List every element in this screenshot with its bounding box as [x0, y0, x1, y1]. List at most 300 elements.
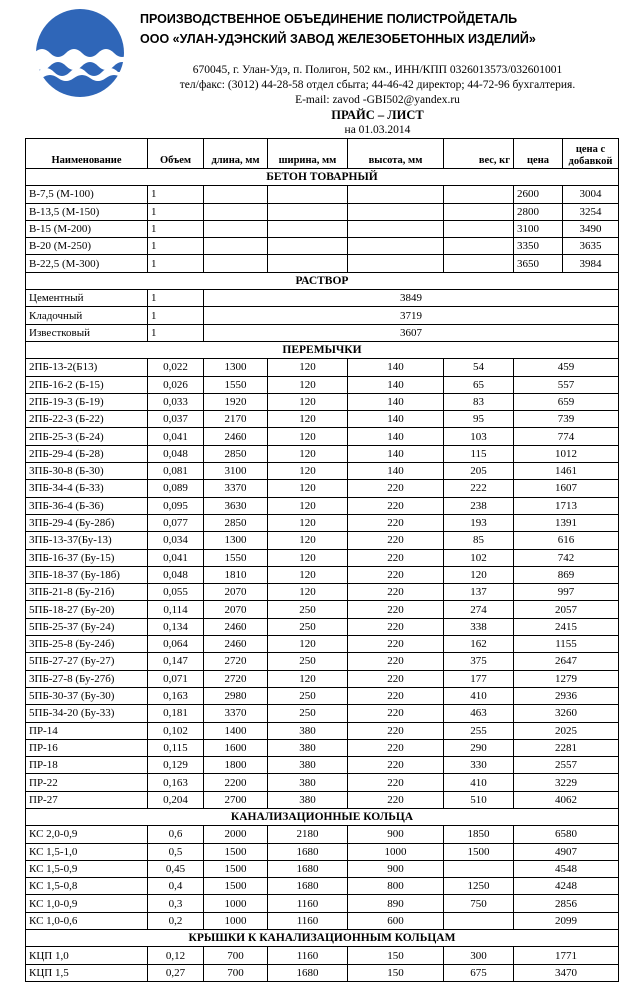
table-row	[26, 687, 619, 704]
length-cell: 2700	[204, 791, 268, 808]
height-cell: 220	[348, 670, 444, 687]
table-row	[26, 791, 619, 808]
volume-cell: 0,077	[148, 514, 204, 531]
length-cell	[204, 255, 268, 272]
product-name: 3ПБ-34-4 (Б-33)	[26, 480, 148, 497]
weight-cell: 102	[444, 549, 514, 566]
table-row	[26, 912, 619, 929]
weight-cell: 177	[444, 670, 514, 687]
length-cell: 2200	[204, 774, 268, 791]
weight-cell: 162	[444, 636, 514, 653]
width-cell: 120	[268, 532, 348, 549]
product-name: В-20 (М-250)	[26, 238, 148, 255]
product-name: 5ПБ-18-27 (Бу-20)	[26, 601, 148, 618]
product-name: 2ПБ-16-2 (Б-15)	[26, 376, 148, 393]
product-name: КС 1,5-1,0	[26, 843, 148, 860]
section-title: КАНАЛИЗАЦИОННЫЕ КОЛЬЦА	[26, 808, 619, 825]
table-row	[26, 514, 619, 531]
price-cell: 3849	[204, 290, 619, 307]
volume-cell: 0,089	[148, 480, 204, 497]
table-row	[26, 532, 619, 549]
section-title: БЕТОН ТОВАРНЫЙ	[26, 169, 619, 186]
table-row	[26, 463, 619, 480]
volume-cell: 0,022	[148, 359, 204, 376]
table-row	[26, 739, 619, 756]
section-row-kolca	[26, 808, 619, 825]
height-cell: 220	[348, 791, 444, 808]
document-title: ПРАЙС – ЛИСТ	[331, 108, 424, 122]
table-header-row	[26, 139, 619, 169]
height-cell: 150	[348, 947, 444, 964]
price-table-body	[26, 169, 619, 982]
length-cell	[204, 238, 268, 255]
length-cell: 2070	[204, 601, 268, 618]
product-name: 3ПБ-27-8 (Бу-27б)	[26, 670, 148, 687]
table-row	[26, 774, 619, 791]
weight-cell: 205	[444, 463, 514, 480]
price-cell: 997	[514, 584, 619, 601]
height-cell: 220	[348, 636, 444, 653]
length-cell: 3370	[204, 705, 268, 722]
table-row	[26, 566, 619, 583]
price-cell: 1391	[514, 514, 619, 531]
table-row	[26, 307, 619, 324]
volume-cell: 0,181	[148, 705, 204, 722]
weight-cell: 1500	[444, 843, 514, 860]
price-cell: 2800	[514, 203, 563, 220]
company-phones: тел/факс: (3012) 44-28-58 отдел сбыта; 44-46-42 директор; 44-72-96 бухгалтерия.	[179, 79, 576, 91]
product-name: Цементный	[26, 290, 148, 307]
width-cell: 380	[268, 722, 348, 739]
width-cell: 250	[268, 601, 348, 618]
table-row	[26, 445, 619, 462]
price-cell: 3229	[514, 774, 619, 791]
section-row-rastvor	[26, 272, 619, 289]
length-cell: 2980	[204, 687, 268, 704]
height-cell: 220	[348, 514, 444, 531]
height-cell	[348, 255, 444, 272]
price-cell: 1012	[514, 445, 619, 462]
table-row	[26, 428, 619, 445]
product-name: ПР-27	[26, 791, 148, 808]
volume-cell: 0,4	[148, 878, 204, 895]
length-cell: 2000	[204, 826, 268, 843]
product-name: В-22,5 (М-300)	[26, 255, 148, 272]
length-cell: 2850	[204, 514, 268, 531]
table-row	[26, 480, 619, 497]
width-cell: 2180	[268, 826, 348, 843]
height-cell: 140	[348, 411, 444, 428]
table-row	[26, 653, 619, 670]
price-cell: 2281	[514, 739, 619, 756]
height-cell: 220	[348, 774, 444, 791]
width-cell: 250	[268, 618, 348, 635]
volume-cell: 1	[148, 186, 204, 203]
section-title: ПЕРЕМЫЧКИ	[26, 341, 619, 358]
price-cell: 616	[514, 532, 619, 549]
width-cell: 250	[268, 687, 348, 704]
volume-cell: 0,033	[148, 393, 204, 410]
product-name: КС 1,5-0,8	[26, 878, 148, 895]
table-row	[26, 618, 619, 635]
height-cell	[348, 220, 444, 237]
section-row-kryshki	[26, 930, 619, 947]
volume-cell: 0,034	[148, 532, 204, 549]
width-cell: 120	[268, 359, 348, 376]
length-cell: 2070	[204, 584, 268, 601]
product-name: ПР-22	[26, 774, 148, 791]
height-cell: 140	[348, 463, 444, 480]
length-cell	[204, 203, 268, 220]
weight-cell: 1850	[444, 826, 514, 843]
length-cell: 1400	[204, 722, 268, 739]
length-cell: 1600	[204, 739, 268, 756]
length-cell: 1550	[204, 376, 268, 393]
price-cell: 2057	[514, 601, 619, 618]
width-cell: 120	[268, 514, 348, 531]
height-cell: 220	[348, 653, 444, 670]
volume-cell: 0,026	[148, 376, 204, 393]
height-cell: 900	[348, 860, 444, 877]
volume-cell: 0,048	[148, 566, 204, 583]
length-cell: 1920	[204, 393, 268, 410]
volume-cell: 0,45	[148, 860, 204, 877]
company-group-title: ПРОИЗВОДСТВЕННОЕ ОБЪЕДИНЕНИЕ ПОЛИСТРОЙДЕТАЛЬ	[140, 12, 518, 26]
table-row	[26, 636, 619, 653]
price-cell: 2557	[514, 757, 619, 774]
length-cell: 1500	[204, 843, 268, 860]
volume-cell: 0,055	[148, 584, 204, 601]
product-name: 2ПБ-19-3 (Б-19)	[26, 393, 148, 410]
weight-cell: 1250	[444, 878, 514, 895]
volume-cell: 0,095	[148, 497, 204, 514]
product-name: 3ПБ-16-37 (Бу-15)	[26, 549, 148, 566]
width-cell: 1680	[268, 878, 348, 895]
table-row	[26, 186, 619, 203]
price-cell: 3607	[204, 324, 619, 341]
height-cell: 1000	[348, 843, 444, 860]
price-cell: 742	[514, 549, 619, 566]
price-cell: 1713	[514, 497, 619, 514]
weight-cell: 85	[444, 532, 514, 549]
company-email: E-mail: zavod -GBI502@yandex.ru	[295, 94, 460, 106]
width-cell: 120	[268, 445, 348, 462]
width-cell: 1160	[268, 947, 348, 964]
width-cell: 120	[268, 463, 348, 480]
weight-cell: 65	[444, 376, 514, 393]
table-row	[26, 255, 619, 272]
length-cell: 1500	[204, 860, 268, 877]
height-cell: 220	[348, 549, 444, 566]
volume-cell: 1	[148, 290, 204, 307]
product-name: 3ПБ-18-37 (Бу-18б)	[26, 566, 148, 583]
width-cell: 250	[268, 705, 348, 722]
product-name: ПР-14	[26, 722, 148, 739]
length-cell: 1500	[204, 878, 268, 895]
width-cell	[268, 255, 348, 272]
price-cell: 1461	[514, 463, 619, 480]
height-cell: 220	[348, 739, 444, 756]
length-cell: 3100	[204, 463, 268, 480]
volume-cell: 0,071	[148, 670, 204, 687]
width-cell: 120	[268, 670, 348, 687]
price-surcharge-cell: 3254	[563, 203, 619, 220]
width-cell	[268, 203, 348, 220]
product-name: 3ПБ-25-8 (Бу-24б)	[26, 636, 148, 653]
weight-cell: 410	[444, 774, 514, 791]
length-cell: 1550	[204, 549, 268, 566]
volume-cell: 0,134	[148, 618, 204, 635]
length-cell: 1000	[204, 895, 268, 912]
price-cell: 2415	[514, 618, 619, 635]
length-cell: 2460	[204, 618, 268, 635]
weight-cell	[444, 238, 514, 255]
weight-cell	[444, 186, 514, 203]
length-cell: 2170	[204, 411, 268, 428]
product-name: 3ПБ-13-37(Бу-13)	[26, 532, 148, 549]
price-cell: 2856	[514, 895, 619, 912]
weight-cell: 290	[444, 739, 514, 756]
product-name: В-7,5 (М-100)	[26, 186, 148, 203]
weight-cell	[444, 220, 514, 237]
height-cell: 220	[348, 757, 444, 774]
price-cell: 4548	[514, 860, 619, 877]
price-cell: 4907	[514, 843, 619, 860]
length-cell: 3370	[204, 480, 268, 497]
table-row	[26, 860, 619, 877]
width-cell: 120	[268, 549, 348, 566]
width-cell: 380	[268, 757, 348, 774]
product-name: Известковый	[26, 324, 148, 341]
length-cell: 1000	[204, 912, 268, 929]
height-cell: 150	[348, 964, 444, 981]
volume-cell: 1	[148, 220, 204, 237]
length-cell	[204, 186, 268, 203]
price-cell: 2025	[514, 722, 619, 739]
product-name: КЦП 1,0	[26, 947, 148, 964]
price-cell: 3470	[514, 964, 619, 981]
price-cell: 3719	[204, 307, 619, 324]
height-cell: 800	[348, 878, 444, 895]
weight-cell: 103	[444, 428, 514, 445]
table-row	[26, 497, 619, 514]
col-price-surcharge: цена с добавкой	[563, 139, 619, 169]
volume-cell: 0,12	[148, 947, 204, 964]
price-table	[25, 138, 619, 982]
weight-cell: 375	[444, 653, 514, 670]
weight-cell: 255	[444, 722, 514, 739]
width-cell: 1680	[268, 964, 348, 981]
company-name: ООО «УЛАН-УДЭНСКИЙ ЗАВОД ЖЕЛЕЗОБЕТОННЫХ ИЗДЕЛИЙ»	[140, 32, 536, 46]
price-cell: 4062	[514, 791, 619, 808]
document-date: на 01.03.2014	[344, 124, 411, 136]
product-name: 2ПБ-22-3 (Б-22)	[26, 411, 148, 428]
product-name: 3ПБ-30-8 (Б-30)	[26, 463, 148, 480]
volume-cell: 0,037	[148, 411, 204, 428]
length-cell	[204, 220, 268, 237]
height-cell: 220	[348, 566, 444, 583]
volume-cell: 0,163	[148, 687, 204, 704]
width-cell: 1680	[268, 843, 348, 860]
weight-cell: 238	[444, 497, 514, 514]
table-row	[26, 843, 619, 860]
price-cell: 3650	[514, 255, 563, 272]
company-address: 670045, г. Улан-Удэ, п. Полигон, 502 км., ИНН/КПП 0326013573/032601001	[192, 64, 563, 76]
weight-cell: 54	[444, 359, 514, 376]
price-surcharge-cell: 3004	[563, 186, 619, 203]
height-cell: 220	[348, 722, 444, 739]
volume-cell: 1	[148, 307, 204, 324]
length-cell: 2720	[204, 670, 268, 687]
col-length: длина, мм	[204, 139, 268, 169]
height-cell	[348, 203, 444, 220]
table-row	[26, 238, 619, 255]
volume-cell: 0,27	[148, 964, 204, 981]
table-row	[26, 826, 619, 843]
weight-cell: 330	[444, 757, 514, 774]
weight-cell: 338	[444, 618, 514, 635]
product-name: В-13,5 (М-150)	[26, 203, 148, 220]
weight-cell: 95	[444, 411, 514, 428]
product-name: 5ПБ-27-27 (Бу-27)	[26, 653, 148, 670]
length-cell: 1800	[204, 757, 268, 774]
width-cell: 120	[268, 393, 348, 410]
width-cell	[268, 220, 348, 237]
weight-cell: 222	[444, 480, 514, 497]
col-width: ширина, мм	[268, 139, 348, 169]
weight-cell	[444, 860, 514, 877]
price-surcharge-cell: 3490	[563, 220, 619, 237]
volume-cell: 0,048	[148, 445, 204, 462]
width-cell: 120	[268, 376, 348, 393]
price-cell: 1155	[514, 636, 619, 653]
weight-cell	[444, 912, 514, 929]
product-name: 2ПБ-29-4 (Б-28)	[26, 445, 148, 462]
table-row	[26, 722, 619, 739]
width-cell: 120	[268, 480, 348, 497]
weight-cell: 120	[444, 566, 514, 583]
price-cell: 1771	[514, 947, 619, 964]
table-row	[26, 601, 619, 618]
weight-cell	[444, 203, 514, 220]
width-cell: 380	[268, 739, 348, 756]
table-row	[26, 290, 619, 307]
length-cell: 3630	[204, 497, 268, 514]
section-row-beton	[26, 169, 619, 186]
height-cell: 220	[348, 618, 444, 635]
width-cell: 1680	[268, 860, 348, 877]
volume-cell: 0,115	[148, 739, 204, 756]
weight-cell: 115	[444, 445, 514, 462]
weight-cell: 463	[444, 705, 514, 722]
height-cell: 890	[348, 895, 444, 912]
col-price: цена	[514, 139, 563, 169]
product-name: КС 1,5-0,9	[26, 860, 148, 877]
length-cell: 700	[204, 964, 268, 981]
height-cell: 140	[348, 359, 444, 376]
table-row	[26, 203, 619, 220]
volume-cell: 1	[148, 203, 204, 220]
product-name: КС 2,0-0,9	[26, 826, 148, 843]
table-row	[26, 947, 619, 964]
table-row	[26, 670, 619, 687]
price-cell: 2936	[514, 687, 619, 704]
price-cell: 6580	[514, 826, 619, 843]
height-cell: 220	[348, 532, 444, 549]
product-name: 5ПБ-25-37 (Бу-24)	[26, 618, 148, 635]
width-cell: 120	[268, 636, 348, 653]
height-cell	[348, 238, 444, 255]
height-cell	[348, 186, 444, 203]
volume-cell: 0,041	[148, 549, 204, 566]
height-cell: 220	[348, 480, 444, 497]
price-surcharge-cell: 3984	[563, 255, 619, 272]
table-row	[26, 324, 619, 341]
volume-cell: 0,204	[148, 791, 204, 808]
weight-cell: 193	[444, 514, 514, 531]
product-name: КС 1,0-0,6	[26, 912, 148, 929]
volume-cell: 0,041	[148, 428, 204, 445]
volume-cell: 0,064	[148, 636, 204, 653]
weight-cell: 300	[444, 947, 514, 964]
height-cell: 220	[348, 584, 444, 601]
length-cell: 2720	[204, 653, 268, 670]
product-name: 2ПБ-13-2(Б13)	[26, 359, 148, 376]
weight-cell: 274	[444, 601, 514, 618]
weight-cell: 675	[444, 964, 514, 981]
product-name: КС 1,0-0,9	[26, 895, 148, 912]
volume-cell: 0,163	[148, 774, 204, 791]
volume-cell: 0,5	[148, 843, 204, 860]
table-row	[26, 895, 619, 912]
height-cell: 600	[348, 912, 444, 929]
width-cell: 1160	[268, 912, 348, 929]
product-name: 3ПБ-36-4 (Б-36)	[26, 497, 148, 514]
height-cell: 140	[348, 445, 444, 462]
weight-cell: 83	[444, 393, 514, 410]
price-cell: 4248	[514, 878, 619, 895]
height-cell: 140	[348, 376, 444, 393]
width-cell: 1160	[268, 895, 348, 912]
height-cell: 140	[348, 428, 444, 445]
product-name: КЦП 1,5	[26, 964, 148, 981]
height-cell: 220	[348, 601, 444, 618]
width-cell: 120	[268, 428, 348, 445]
weight-cell: 510	[444, 791, 514, 808]
weight-cell	[444, 255, 514, 272]
volume-cell: 0,081	[148, 463, 204, 480]
width-cell: 250	[268, 653, 348, 670]
product-name: 3ПБ-21-8 (Бу-21б)	[26, 584, 148, 601]
weight-cell: 410	[444, 687, 514, 704]
table-row	[26, 878, 619, 895]
table-row	[26, 376, 619, 393]
price-cell: 1607	[514, 480, 619, 497]
width-cell: 380	[268, 791, 348, 808]
price-cell: 1279	[514, 670, 619, 687]
price-cell: 739	[514, 411, 619, 428]
price-cell: 2600	[514, 186, 563, 203]
product-name: 2ПБ-25-3 (Б-24)	[26, 428, 148, 445]
section-title: РАСТВОР	[26, 272, 619, 289]
price-cell: 3350	[514, 238, 563, 255]
length-cell: 1300	[204, 532, 268, 549]
table-row	[26, 359, 619, 376]
table-row	[26, 549, 619, 566]
width-cell: 120	[268, 411, 348, 428]
length-cell: 2460	[204, 428, 268, 445]
product-name: Кладочный	[26, 307, 148, 324]
